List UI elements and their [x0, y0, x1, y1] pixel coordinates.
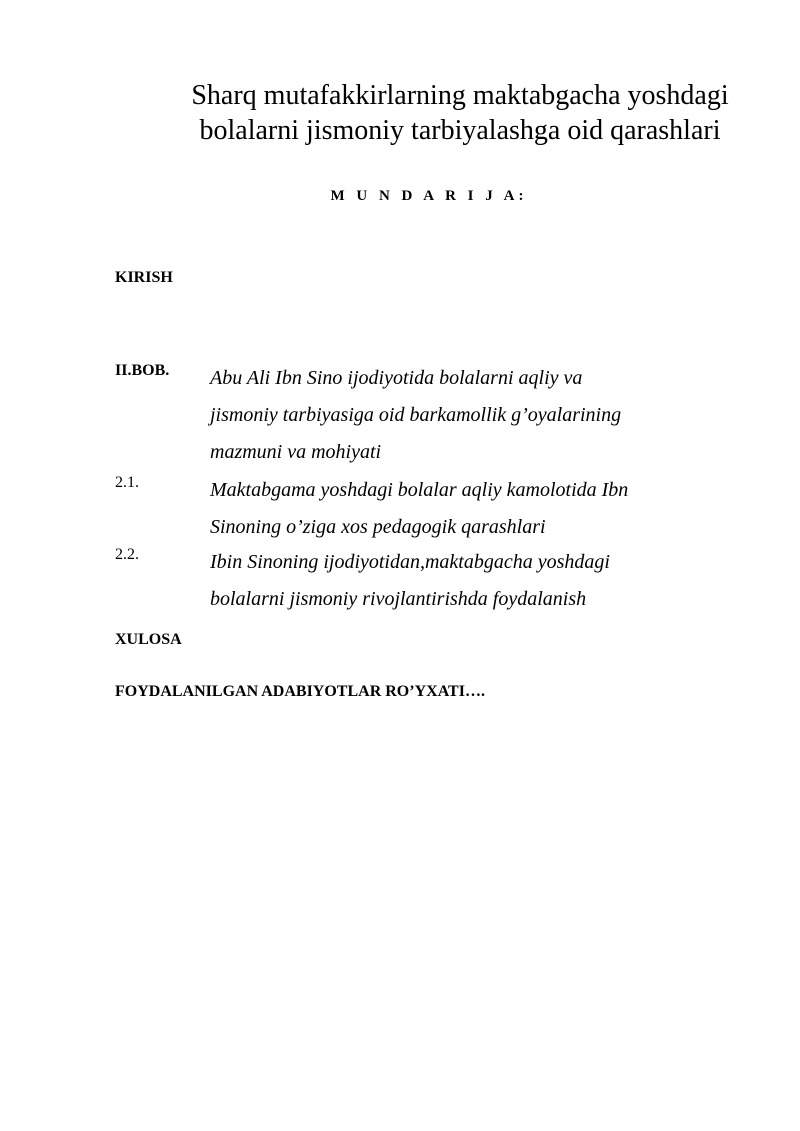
- toc-entry-line: jismoniy tarbiyasiga oid barkamollik g’oyalarining: [210, 404, 622, 426]
- toc-entry-line: mazmuni va mohiyati: [210, 441, 382, 463]
- toc-entry-number: II.BOB.: [115, 362, 170, 379]
- toc-entry-text: [210, 472, 750, 546]
- toc-entry-line: Ibin Sinoning ijodiyotidan,maktabgacha yoshdagi: [210, 551, 610, 573]
- toc-entry-number: 2.2.: [115, 546, 139, 563]
- toc-entry-line: Sinoning o’ziga xos pedagogik qarashlari: [210, 516, 546, 538]
- toc-entry-line: bolalarni jismoniy rivojlantirishda foydalanish: [210, 588, 587, 610]
- title-line-1: Sharq mutafakkirlarning maktabgacha yoshdagi: [191, 80, 729, 111]
- toc-item-references: FOYDALANILGAN ADABIYOTLAR RO’YXATI….: [115, 683, 485, 700]
- toc-item-kirish: KIRISH: [115, 269, 173, 286]
- toc-entry-line: Maktabgama yoshdagi bolalar aqliy kamolotida Ibn: [210, 479, 629, 501]
- toc-entry-line: Abu Ali Ibn Sino ijodiyotida bolalarni aqliy va: [210, 367, 583, 389]
- toc-entry-text: [210, 360, 750, 471]
- toc-entry-text: [210, 544, 750, 618]
- document-title: [120, 78, 800, 148]
- table-of-contents-heading: M U N D A R I J A:: [330, 188, 528, 204]
- toc-entry-number: 2.1.: [115, 474, 139, 491]
- toc-item-xulosa: XULOSA: [115, 631, 182, 648]
- title-line-2: bolalarni jismoniy tarbiyalashga oid qarashlari: [199, 115, 721, 146]
